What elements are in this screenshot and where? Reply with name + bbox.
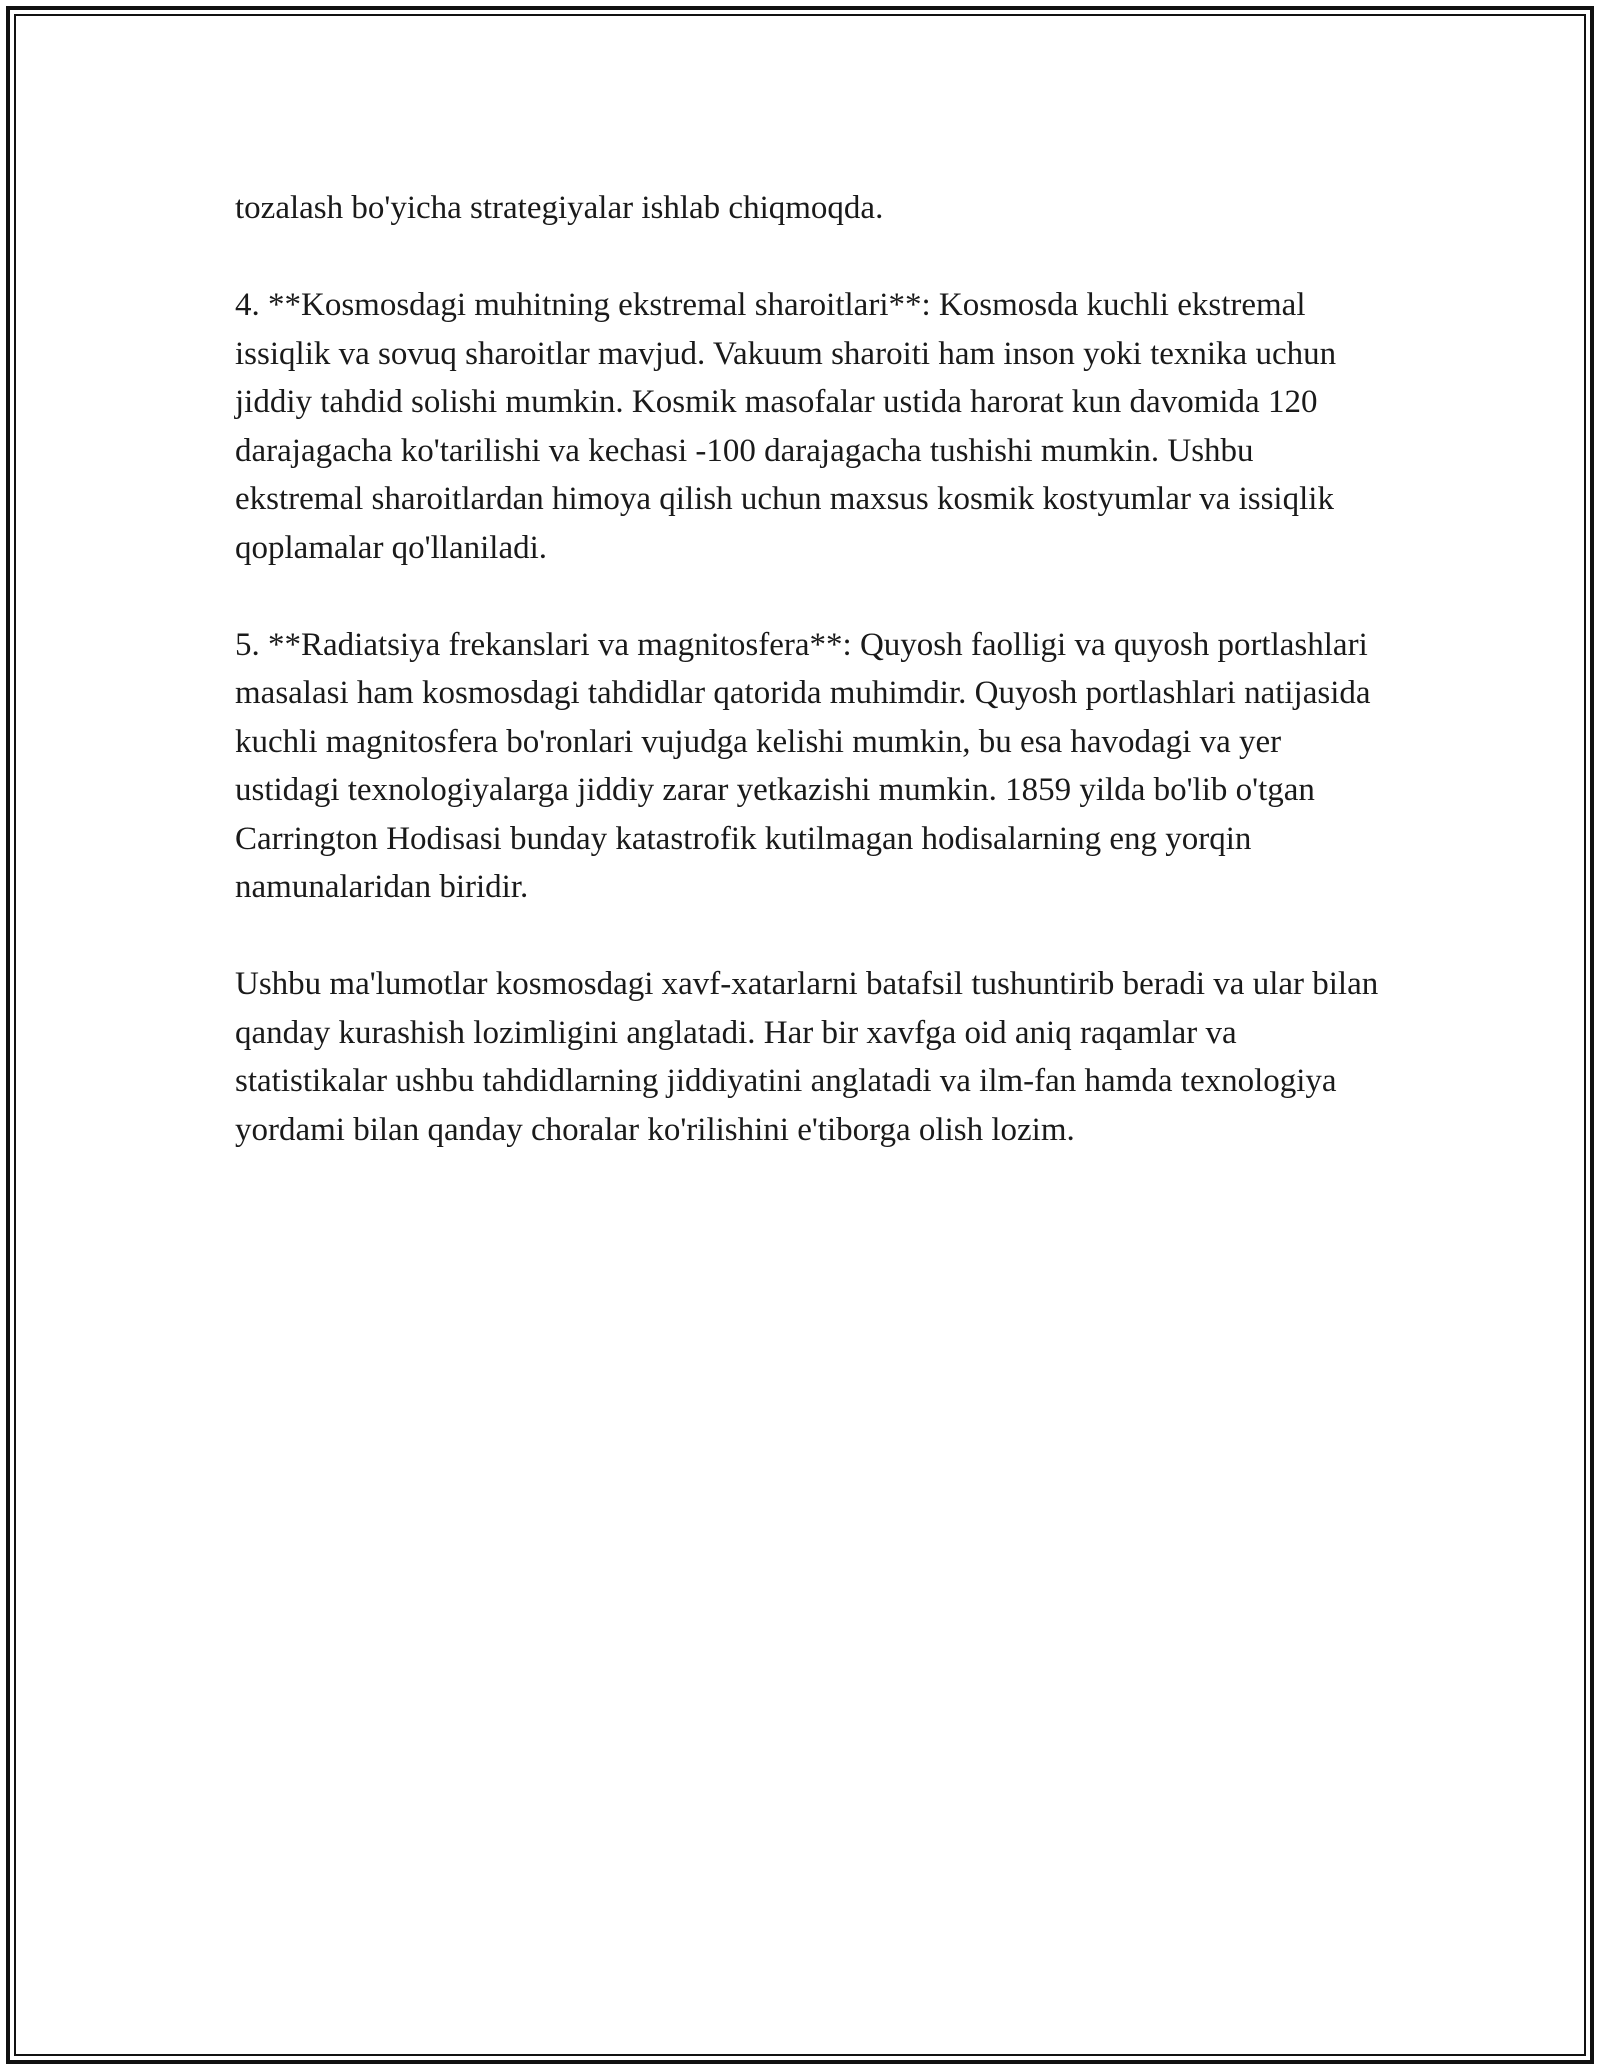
paragraph-continuation: tozalash bo'yicha strategiyalar ishlab chiqmoqda. <box>235 190 884 226</box>
paragraph-radiation-magnetosphere: 5. **Radiatsiya frekanslari va magnitosfera**: Quyosh faolligi va quyosh portlashlari masalasi ham kosmosdagi tahdidlar qatorida muhimdir. Quyosh portlashlari natijasida kuchli magnitosfera bo'ronlari vujudga kelishi mumkin, bu esa havodagi va yer ustidagi texnologiyalarga jiddiy zarar yetkazishi mumkin. 1859 yilda bo'lib o'tgan Carrington Hodisasi bunday katastrofik kutilmagan hodisalarning eng yorqin namunalaridan biridir. <box>235 626 1371 905</box>
paragraph-extreme-conditions: 4. **Kosmosdagi muhitning ekstremal sharoitlari**: Kosmosda kuchli ekstremal issiqlik va sovuq sharoitlar mavjud. Vakuum sharoiti ham inson yoki texnika uchun jiddiy tahdid solishi mumkin. Kosmik masofalar ustida harorat kun davomida 120 darajagacha ko'tarilishi va kechasi -100 darajagacha tushishi mumkin. Ushbu ekstremal sharoitlardan himoya qilish uchun maxsus kosmik kostyumlar va issiqlik qoplamalar qo'llaniladi. <box>235 287 1337 566</box>
paragraph-conclusion: Ushbu ma'lumotlar kosmosdagi xavf-xatarlarni batafsil tushuntirib beradi va ular bilan qanday kurashish lozimligini anglatadi. Har bir xavfga oid aniq raqamlar va statistikalar ushbu tahdidlarning jiddiyatini anglatadi va ilm-fan hamda texnologiya yordami bilan qanday choralar ko'rilishini e'tiborga olish lozim. <box>235 966 1379 1148</box>
document-body <box>235 184 1380 1203</box>
